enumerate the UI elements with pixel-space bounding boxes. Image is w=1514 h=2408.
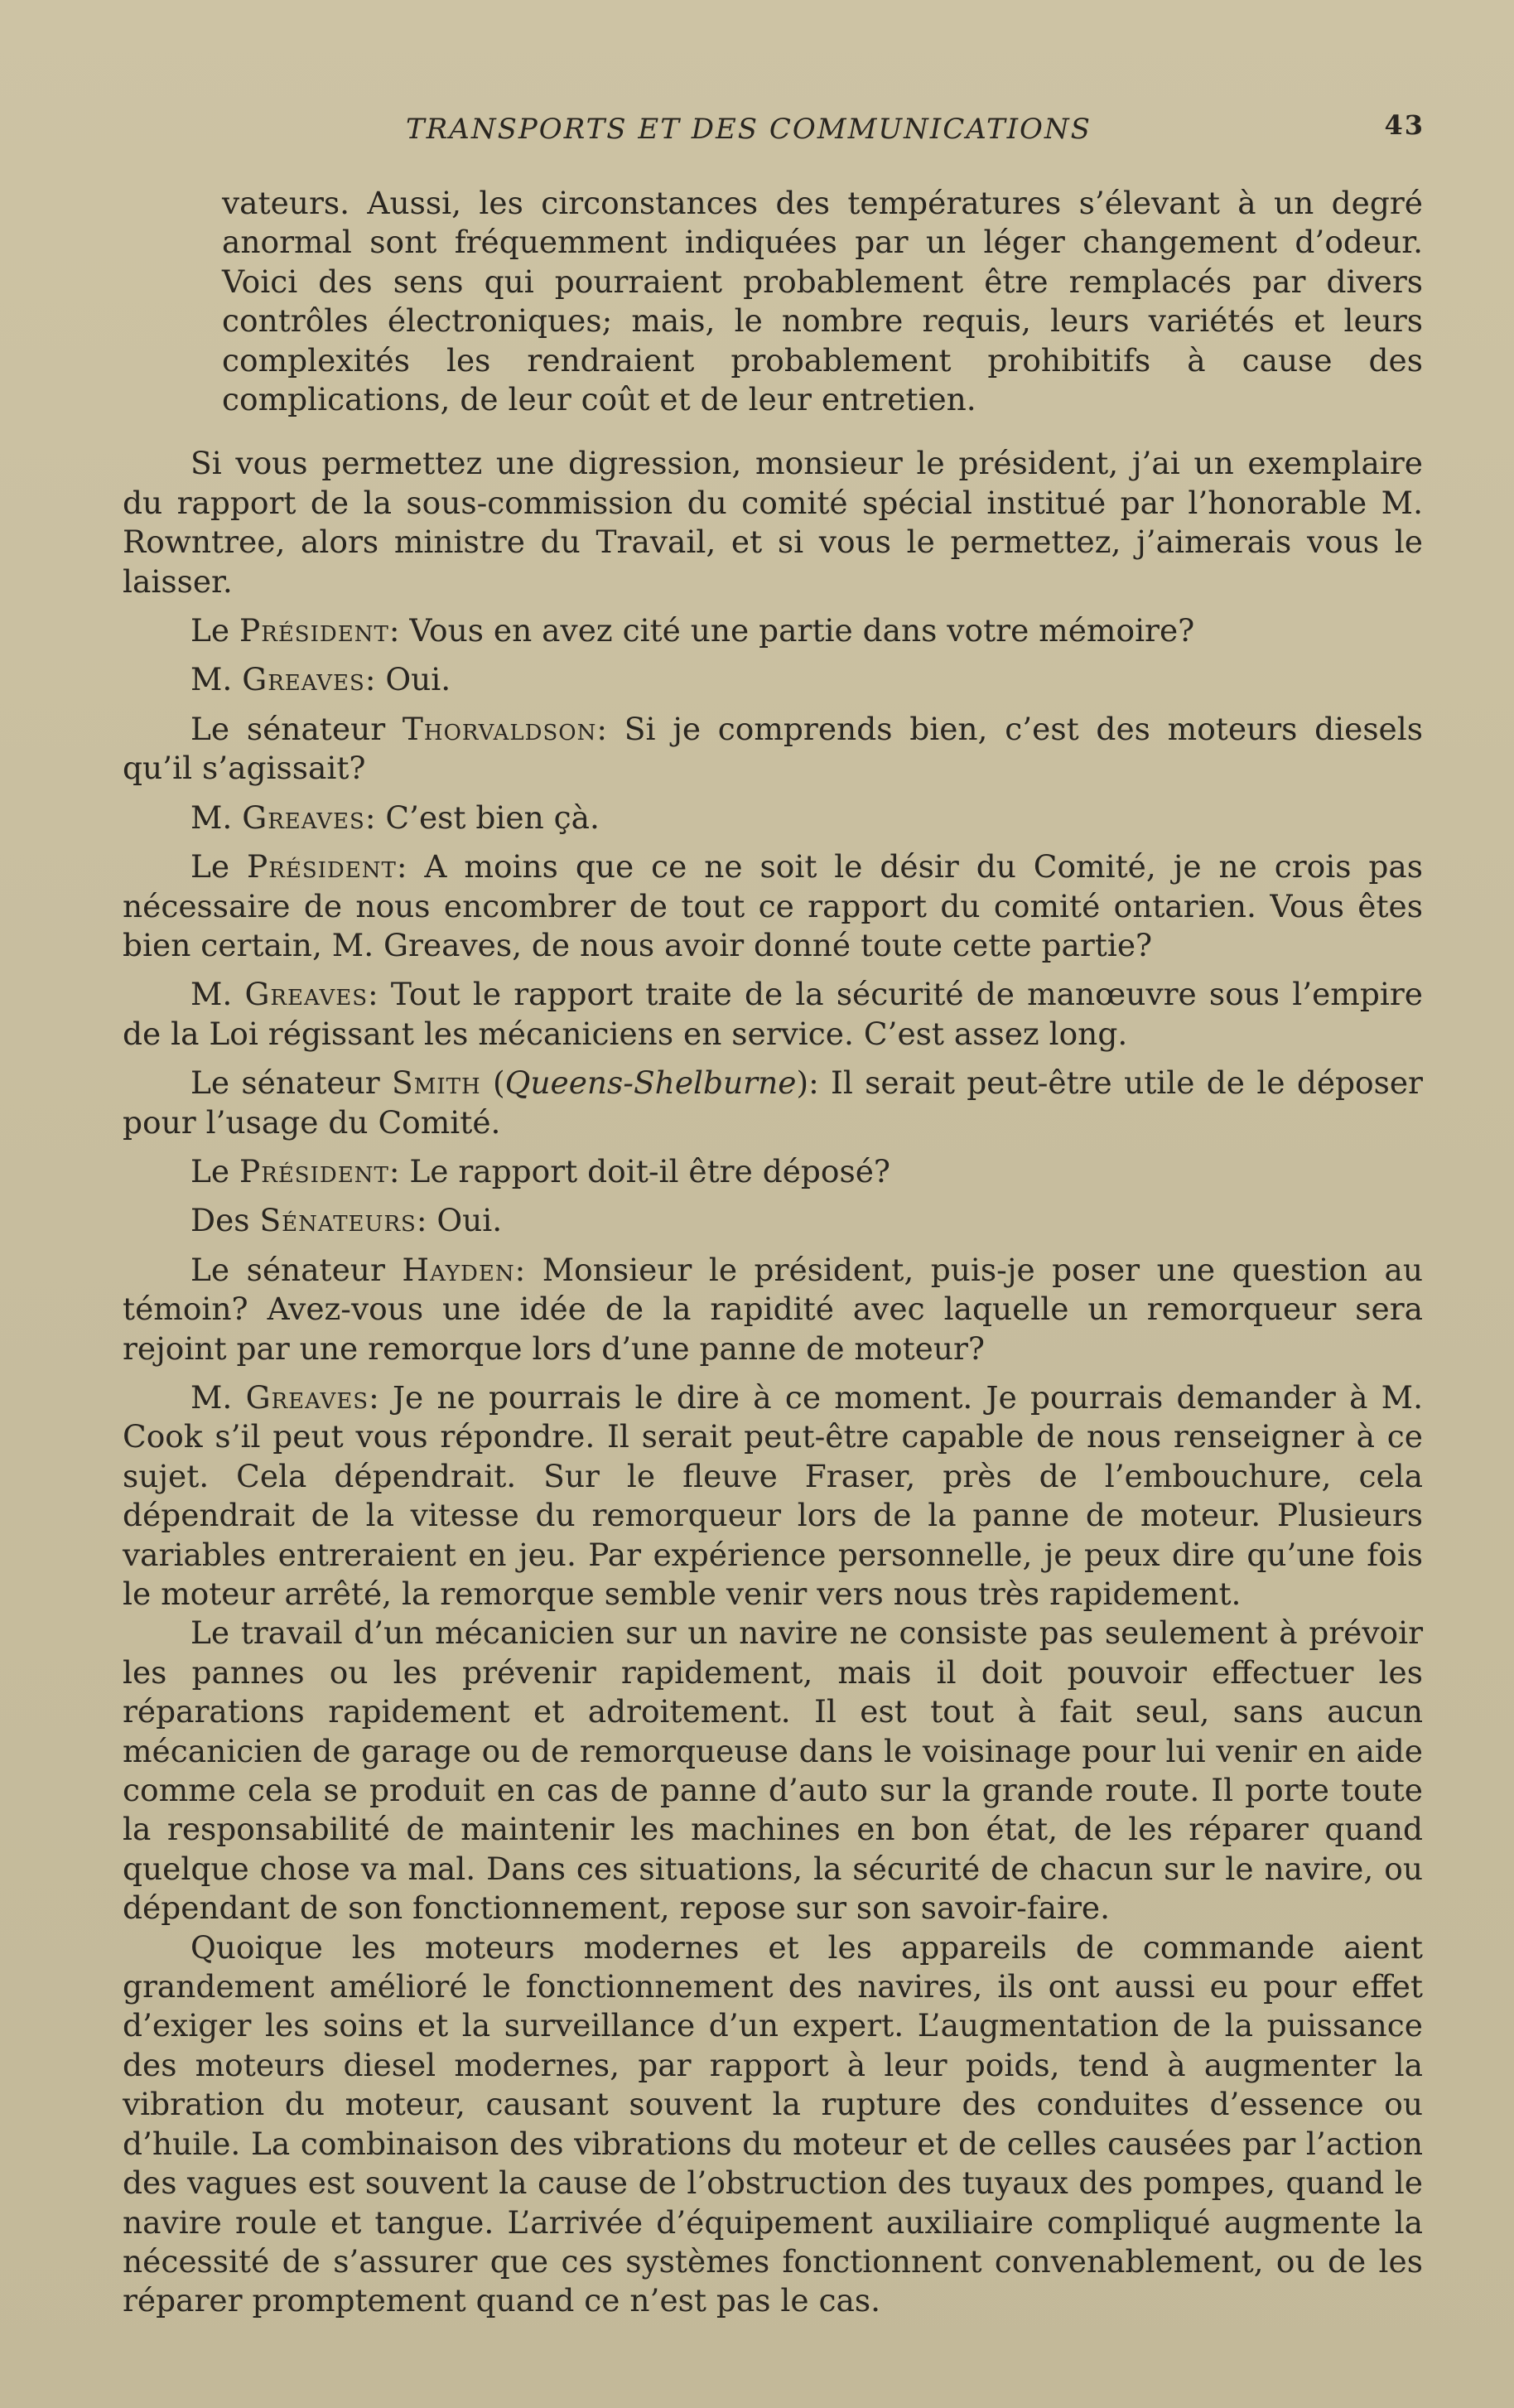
page-body [123, 184, 1423, 2321]
speaker-name: Greaves [242, 799, 365, 836]
dialogue-senators: Des Sénateurs: Oui. [190, 1202, 503, 1239]
dialogue-greaves-1: M. Greaves: Oui. [190, 661, 451, 698]
page-number: 43 [1384, 109, 1425, 141]
speaker-name: Greaves [242, 661, 365, 698]
speaker-name: Président [239, 612, 389, 649]
running-title: TRANSPORTS ET DES COMMUNICATIONS [406, 113, 1092, 146]
dialogue-thorvaldson: Le sénateur Thorvaldson: Si je comprends bien, c’est des moteurs diesels qu’il s’agissait? [123, 710, 1423, 787]
dialogue-president-2: Le Président: A moins que ce ne soit le désir du Comité, je ne crois pas nécessaire de nous encombrer de tout ce rapport du comité ontarien. Vous êtes bien certain, M. Greaves, de nous avoir donné toute cette partie? [123, 848, 1424, 963]
speaker-name: Greaves [244, 976, 369, 1013]
speaker-name: Président [247, 848, 397, 886]
paragraph-digression: Si vous permettez une digression, monsieur le président, j’ai un exemplaire du rapport de la sous-commission du comité spécial institué par l’honorable M. Rowntree, alors ministre du Travail, et si vous le permettez, j’aimerais vous le laisser. [123, 445, 1423, 600]
dialogue-president-1: Le Président: Vous en avez cité une partie dans votre mémoire? [190, 612, 1195, 649]
speaker-name: Hayden [402, 1251, 515, 1288]
paragraph-modern-engines: Quoique les moteurs modernes et les appareils de commande aient grandement amélioré le fonctionnement des navires, ils ont aussi eu pour effet d’exiger les soins et la surveillance d’un expert. L’augmentation de la puissance des moteurs diesel modernes, par rapport à leur poids, tend à augmenter la vibration du moteur, causant souvent la rupture des conduites d’essence ou d’huile. La combinaison des vibrations du moteur et de celles causées par l’action des vagues est souvent la cause de l’obstruction des tuyaux des pompes, quand le navire roule et tangue. L’arrivée d’équipement auxiliaire compliqué augmente la nécessité de s’assurer que ces systèmes fonctionnent convenablement, ou de les réparer promptement quand ce n’est pas le cas. [123, 1928, 1423, 2319]
speaker-name: Greaves [245, 1378, 369, 1416]
speaker-name: Président [239, 1152, 389, 1190]
dialogue-greaves-3: M. Greaves: Tout le rapport traite de la sécurité de manœuvre sous l’empire de la Loi régissant les mécaniciens en service. C’est assez long. [123, 976, 1423, 1052]
dialogue-greaves-2: M. Greaves: C’est bien çà. [190, 799, 600, 836]
paragraph-mechanic-work: Le travail d’un mécanicien sur un navire ne consiste pas seulement à prévoir les pannes ou les prévenir rapidement, mais il doit pouvoir effectuer les réparations rapidement et adroitement. Il est tout à fait seul, sans aucun mécanicien de garage ou de remorqueuse dans le voisinage pour lui venir en aide comme cela se produit en cas de panne d’auto sur la grande route. Il porte toute la responsabilité de maintenir les machines en bon état, de les réparer quand quelque chose va mal. Dans ces situations, la sécurité de chacun sur le navire, ou dépendant de son fonctionnement, repose sur son savoir-faire. [123, 1614, 1423, 1927]
page-header [406, 106, 1425, 156]
dialogue-greaves-4: M. Greaves: Je ne pourrais le dire à ce moment. Je pourrais demander à M. Cook s’il peut vous répondre. Il serait peut-être capable de nous renseigner à ce sujet. Cela dépendrait. Sur le fleuve Fraser, près de l’embouchure, cela dépendrait de la vitesse du remorqueur lors de la panne de moteur. Plusieurs variables entreraient en jeu. Par expérience personnelle, je peux dire qu’une fois le moteur arrêté, la remorque semble venir vers nous très rapidement. [123, 1378, 1423, 1612]
riding-name: Queens-Shelburne [504, 1064, 797, 1102]
speaker-name: Thorvaldson [402, 710, 597, 747]
dialogue-president-3: Le Président: Le rapport doit-il être déposé? [190, 1152, 891, 1190]
dialogue-smith: Le sénateur Smith (Queens-Shelburne): Il serait peut-être utile de le déposer pour l’usage du Comité. [123, 1064, 1423, 1141]
paragraph-continuation: vateurs. Aussi, les circonstances des températures s’élevant à un degré anormal sont fréquemment indiquées par un léger changement d’odeur. Voici des sens qui pourraient probablement être remplacés par divers contrôles électroniques; mais, le nombre requis, leurs variétés et leurs complexités les rendraient probablement prohibitifs à cause des complications, de leur coût et de leur entretien. [222, 185, 1423, 418]
dialogue-hayden: Le sénateur Hayden: Monsieur le président, puis-je poser une question au témoin? Avez-vous une idée de la rapidité avec laquelle un remorqueur sera rejoint par une remorque lors d’une panne de moteur? [123, 1251, 1423, 1367]
speaker-name: Smith [392, 1064, 481, 1102]
speaker-name: Sénateurs [259, 1202, 417, 1239]
